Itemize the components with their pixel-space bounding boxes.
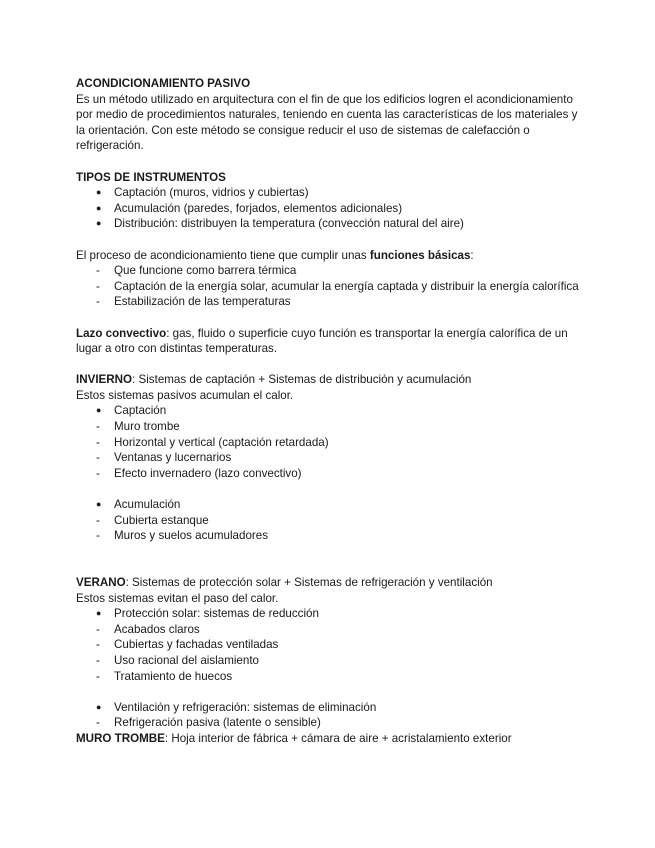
bullet-marker: ● (96, 608, 102, 619)
dash-marker: - (96, 716, 100, 730)
bullet-marker: ● (96, 701, 102, 712)
bullet-marker: ● (96, 187, 102, 198)
list-item: - Efecto invernadero (lazo convectivo) (96, 466, 302, 480)
dash-marker: - (96, 622, 100, 636)
list-item: - Muro trombe (96, 420, 180, 434)
list-item: ● Ventilación y refrigeración: sistemas de eliminación (96, 700, 377, 714)
list-item: ● Protección solar: sistemas de reducción (96, 607, 319, 621)
list-item: ● Acumulación (paredes, forjados, elementos adicionales) (96, 201, 403, 215)
list-item: - Uso racional del aislamiento (96, 653, 259, 667)
dash-marker: - (96, 669, 100, 683)
list-item: - Acabados claros (96, 622, 200, 636)
dash-marker: - (96, 638, 100, 652)
invierno-heading: INVIERNO: Sistemas de captación + Sistemas de distribución y acumulación (76, 373, 472, 387)
invierno-subtitle: Estos sistemas pasivos acumulan el calor. (76, 388, 294, 402)
list-item: - Estabilización de las temperaturas (96, 295, 291, 309)
dash-marker: - (96, 279, 100, 293)
document-body (76, 76, 582, 747)
dash-marker: - (96, 435, 100, 449)
dash-marker: - (96, 295, 100, 309)
dash-marker: - (96, 653, 100, 667)
verano-heading: VERANO: Sistemas de protección solar + Sistemas de refrigeración y ventilación (76, 576, 493, 589)
list-item: - Horizontal y vertical (captación retardada) (96, 435, 329, 449)
list-item: - Ventanas y lucernarios (96, 451, 232, 465)
muro-trombe-paragraph: MURO TROMBE: Hoja interior de fábrica + cámara de aire + acristalamiento exterior (76, 731, 512, 745)
list-item: - Muros y suelos acumuladores (96, 529, 269, 543)
document-heading: ACONDICIONAMIENTO PASIVO (76, 77, 251, 90)
dash-marker: - (96, 264, 100, 278)
list-item: - Captación de la energía solar, acumular la energía captada y distribuir la energía calorífica (96, 279, 579, 293)
list-item: ● Captación (muros, vidrios y cubiertas) (96, 186, 309, 200)
list-item: - Tratamiento de huecos (96, 669, 233, 683)
dash-marker: - (96, 466, 100, 480)
dash-marker: - (96, 529, 100, 543)
proceso-paragraph: El proceso de acondicionamiento tiene que cumplir unas funciones básicas: (76, 248, 474, 262)
list-item: ● Distribución: distribuyen la temperatura (convección natural del aire) (96, 217, 464, 231)
bullet-marker: ● (96, 499, 102, 510)
tipos-heading: TIPOS DE INSTRUMENTOS (76, 170, 226, 184)
bullet-marker: ● (96, 202, 102, 213)
list-item: - Cubiertas y fachadas ventiladas (96, 638, 279, 652)
list-item: - Que funcione como barrera térmica (96, 264, 297, 278)
dash-marker: - (96, 451, 100, 465)
list-item: - Refrigeración pasiva (latente o sensible) (96, 716, 321, 730)
list-item: ● Captación (96, 404, 167, 418)
dash-marker: - (96, 513, 100, 527)
list-item: - Cubierta estanque (96, 513, 209, 527)
bullet-marker: ● (96, 218, 102, 229)
bullet-marker: ● (96, 405, 102, 416)
lazo-paragraph: Lazo convectivo: gas, fluido o superficie cuyo función es transportar la energía calorífica de un lugar a otro con distintas temperaturas. (76, 326, 568, 356)
dash-marker: - (96, 420, 100, 434)
list-item: ● Acumulación (96, 498, 181, 512)
intro-paragraph: Es un método utilizado en arquitectura con el fin de que los edificios logren el acondicionamiento por medio de procedimientos naturales, teniendo en cuenta las características de los materiales y la orientación. Con este método se consigue reducir el uso de sistemas de calefacción o refrigeración. (76, 92, 578, 153)
verano-subtitle: Estos sistemas evitan el paso del calor. (76, 591, 279, 605)
